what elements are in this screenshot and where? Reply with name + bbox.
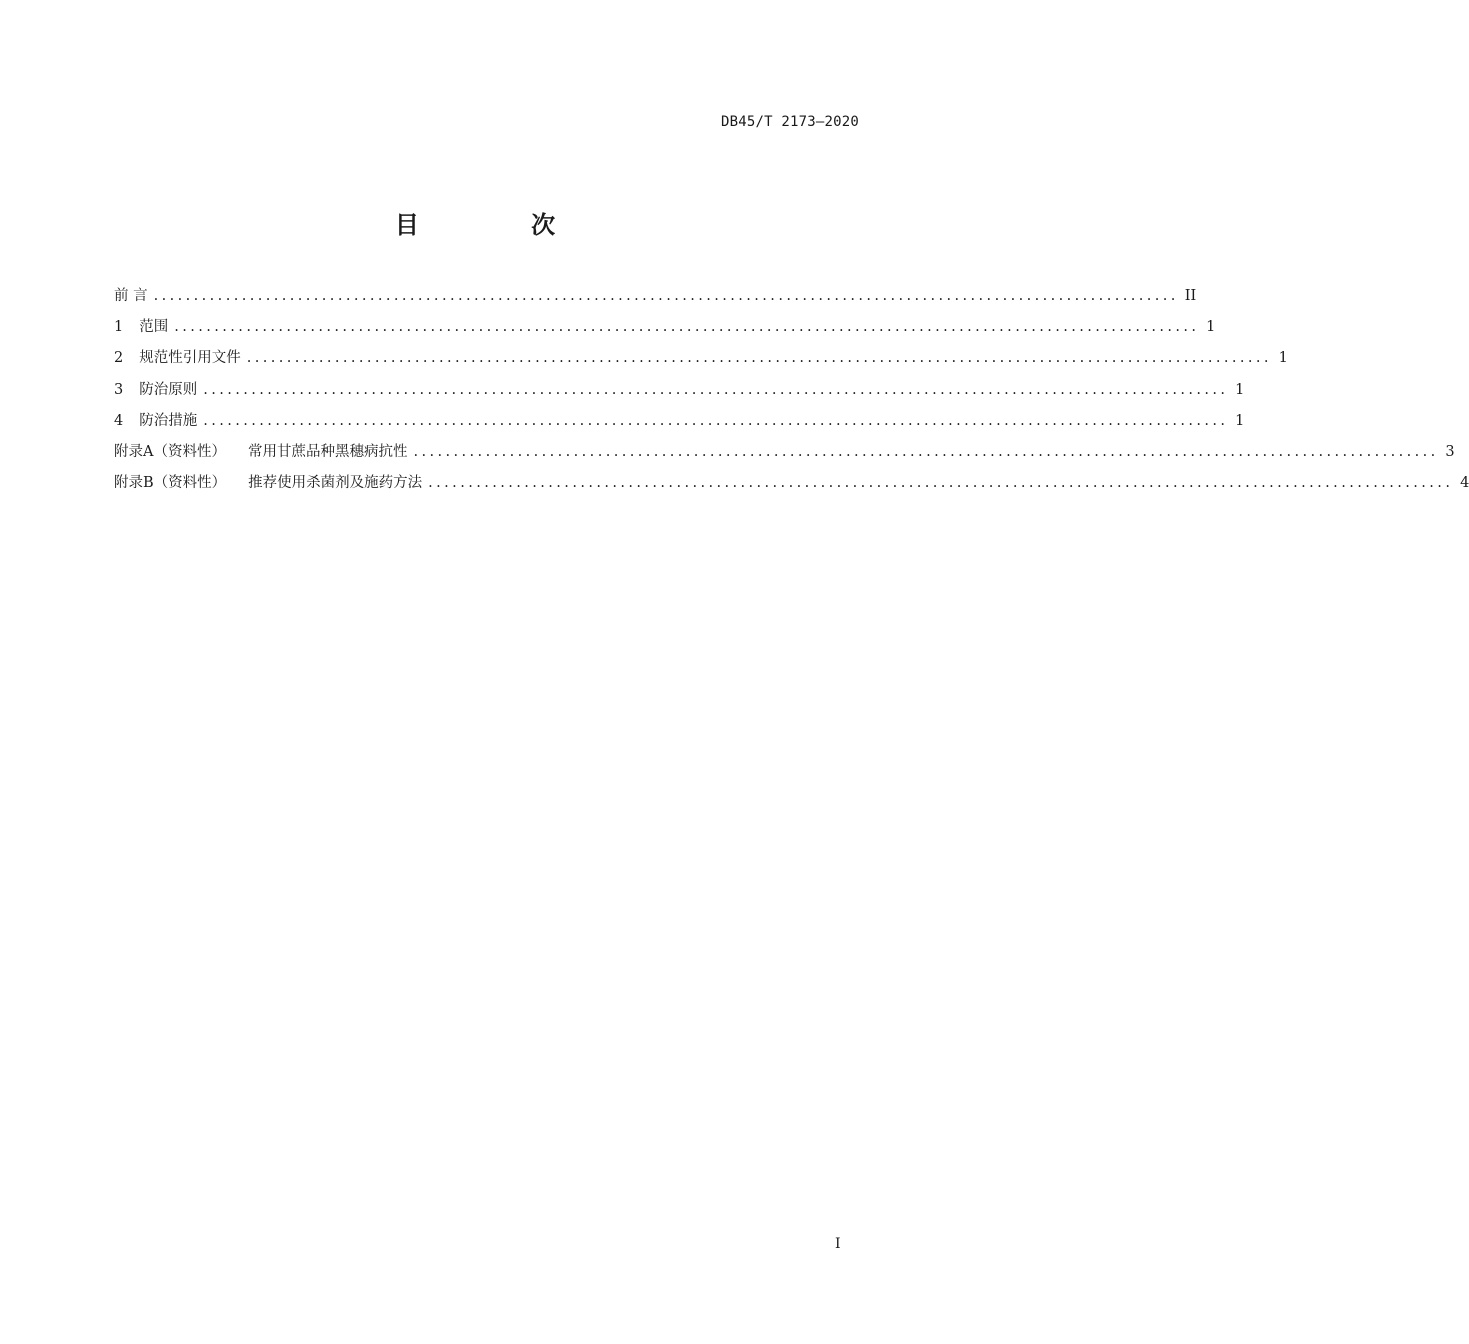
toc-entry-label: 常用甘蔗品种黑穗病抗性 — [247, 443, 408, 460]
standard-code: DB45/T 2173—2020 — [720, 114, 859, 130]
page-number: I — [835, 1236, 841, 1252]
toc-leader-dots: ................................................................................................................................ — [428, 475, 1454, 492]
toc-entry-label: 规范性引用文件 — [139, 350, 241, 367]
toc-entry-number: 4 — [114, 412, 124, 429]
toc-leader-dots: ................................................................................................................................ — [246, 350, 1272, 367]
toc-entry-foreword[interactable] — [114, 284, 1197, 315]
toc-entry-label: 防治措施 — [139, 412, 198, 429]
toc-leader-dots: ................................................................................................................................ — [203, 412, 1229, 429]
toc-entry-number: 1 — [114, 319, 124, 336]
toc-entry-label: 前 言 — [114, 288, 148, 304]
toc-entry-normative-references[interactable] — [114, 346, 1288, 377]
toc-entry-page: 1 — [1235, 381, 1245, 398]
toc-entry-page: 1 — [1206, 319, 1216, 336]
toc-entry-page: 3 — [1445, 443, 1455, 460]
toc-entry-label: 防治原则 — [139, 381, 198, 398]
toc-leader-dots: ................................................................................................................................ — [203, 381, 1229, 398]
toc-leader-dots: ................................................................................................................................ — [174, 319, 1200, 336]
toc-entry-control-principles[interactable] — [114, 378, 1245, 409]
toc-entry-number: 2 — [114, 350, 124, 367]
toc-entry-page: 1 — [1235, 412, 1245, 429]
toc-leader-dots: ................................................................................................................................ — [153, 288, 1179, 304]
toc-entry-page: 4 — [1460, 475, 1469, 492]
toc-entry-number: 3 — [114, 381, 124, 398]
toc-entry-appendix-a[interactable] — [114, 440, 1455, 471]
toc-entry-page: II — [1184, 288, 1197, 304]
toc-entry-appendix-b[interactable] — [114, 471, 1469, 502]
toc-entry-label: 推荐使用杀菌剂及施药方法 — [248, 475, 423, 492]
toc-entry-scope[interactable] — [114, 315, 1216, 346]
toc-entry-control-measures[interactable] — [114, 409, 1245, 440]
toc-entry-number: 附录A（资料性） — [114, 443, 226, 460]
toc-title: 目 次 — [394, 211, 608, 239]
table-of-contents — [114, 284, 1469, 502]
toc-entry-label: 范围 — [139, 319, 169, 336]
toc-leader-dots: ................................................................................................................................ — [413, 443, 1439, 460]
toc-entry-page: 1 — [1278, 350, 1288, 367]
toc-entry-number: 附录B（资料性） — [114, 475, 227, 492]
